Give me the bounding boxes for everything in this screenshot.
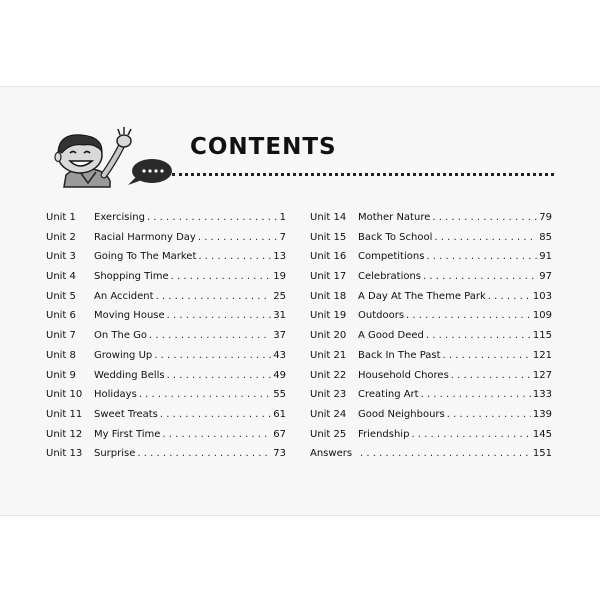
toc-dot-leader — [423, 267, 537, 287]
toc-dot-leader — [156, 287, 272, 307]
toc-page-number: 85 — [539, 231, 552, 243]
toc-entry — [46, 228, 286, 248]
toc-entry-title: Going To The Market — [94, 251, 197, 263]
toc-unit-label: Unit 6 — [46, 310, 76, 322]
toc-entry-title: My First Time — [94, 428, 161, 440]
toc-page-number: 7 — [279, 231, 286, 243]
toc-entry — [310, 405, 552, 425]
toc-entry — [46, 425, 286, 445]
toc-dot-leader — [198, 228, 278, 248]
toc-entry-title: Surprise — [94, 448, 136, 460]
toc-page-number: 79 — [539, 212, 552, 223]
toc-entry — [310, 247, 552, 267]
toc-unit-label: Unit 22 — [310, 369, 347, 381]
toc-unit-label: Unit 2 — [46, 231, 76, 243]
toc-entry-title: Back To School — [358, 231, 433, 243]
toc-entry — [310, 346, 552, 366]
toc-unit-label: Unit 17 — [310, 271, 347, 283]
toc-page-number: 49 — [273, 369, 286, 381]
toc-unit-label: Unit 7 — [46, 330, 76, 342]
toc-unit-label: Unit 8 — [46, 349, 76, 361]
toc-page-number: 151 — [532, 448, 552, 460]
toc-entry — [310, 306, 552, 326]
toc-unit-label: Unit 1 — [46, 212, 76, 223]
waving-boy-mascot-icon — [44, 125, 174, 191]
toc-dot-leader — [139, 385, 271, 405]
toc-right-column — [310, 208, 552, 464]
toc-entry-title: Creating Art — [358, 389, 419, 401]
toc-dot-leader — [488, 287, 531, 307]
toc-entry-title: On The Go — [94, 330, 148, 342]
toc-entry — [310, 267, 552, 287]
toc-unit-label: Answers — [310, 448, 353, 460]
toc-page-number: 103 — [532, 290, 552, 302]
toc-dot-leader — [147, 208, 278, 228]
toc-entry-title: Good Neighbours — [358, 408, 445, 420]
toc-unit-label: Unit 19 — [310, 310, 347, 322]
toc-dot-leader — [160, 405, 271, 425]
toc-entry-title: Exercising — [94, 212, 145, 223]
toc-entry-title: Moving House — [94, 310, 165, 322]
toc-entry-title: A Day At The Theme Park — [358, 290, 486, 302]
toc-entry-title: Wedding Bells — [94, 369, 165, 381]
toc-page-number: 25 — [273, 290, 286, 302]
toc-entry — [46, 346, 286, 366]
toc-dot-leader — [162, 425, 271, 445]
toc-left-column — [46, 208, 286, 464]
toc-entry — [46, 366, 286, 386]
toc-dot-leader — [426, 247, 537, 267]
toc-entry-title: Sweet Treats — [94, 408, 158, 420]
toc-entry-title: Household Chores — [358, 369, 449, 381]
toc-unit-label: Unit 3 — [46, 251, 76, 263]
toc-dot-leader — [411, 425, 530, 445]
toc-dot-leader — [137, 444, 271, 464]
toc-entry — [46, 306, 286, 326]
toc-unit-label: Unit 4 — [46, 271, 76, 283]
toc-entry — [310, 444, 552, 464]
toc-dot-leader — [426, 326, 531, 346]
toc-entry-title: A Good Deed — [358, 330, 424, 342]
toc-unit-label: Unit 5 — [46, 290, 76, 302]
page-title: CONTENTS — [190, 134, 337, 160]
toc-entry-title: Back In The Past — [358, 349, 441, 361]
toc-dot-leader — [149, 326, 271, 346]
toc-dot-leader — [360, 444, 531, 464]
toc-entry — [310, 287, 552, 307]
toc-page-number: 121 — [532, 349, 552, 361]
toc-unit-label: Unit 9 — [46, 369, 76, 381]
toc-page-number: 1 — [279, 212, 286, 223]
toc-unit-label: Unit 25 — [310, 428, 347, 440]
toc-dot-leader — [447, 405, 531, 425]
toc-unit-label: Unit 10 — [46, 389, 83, 401]
toc-dot-leader — [154, 346, 271, 366]
toc-entry-title: Growing Up — [94, 349, 153, 361]
toc-page-number: 109 — [532, 310, 552, 322]
toc-entry — [46, 287, 286, 307]
toc-page-number: 115 — [532, 330, 552, 342]
toc-entry — [46, 405, 286, 425]
toc-unit-label: Unit 14 — [310, 212, 347, 223]
toc-dot-leader — [167, 306, 272, 326]
toc-page-number: 19 — [273, 271, 286, 283]
toc-entry-title: Racial Harmony Day — [94, 231, 196, 243]
toc-unit-label: Unit 21 — [310, 349, 347, 361]
toc-page-number: 97 — [539, 271, 552, 283]
toc-dot-leader — [406, 306, 531, 326]
toc-page-number: 55 — [273, 389, 286, 401]
toc-unit-label: Unit 15 — [310, 231, 347, 243]
toc-entry-title: Mother Nature — [358, 212, 431, 223]
toc-entry-title: Competitions — [358, 251, 425, 263]
toc-dot-leader — [167, 366, 272, 386]
toc-entry — [310, 425, 552, 445]
toc-page-number: 91 — [539, 251, 552, 263]
toc-page-number: 139 — [532, 408, 552, 420]
toc-entry — [310, 228, 552, 248]
toc-page-number: 37 — [273, 330, 286, 342]
toc-dot-leader — [171, 267, 272, 287]
toc-page-number: 13 — [273, 251, 286, 263]
toc-dot-leader — [421, 385, 531, 405]
toc-dot-leader — [443, 346, 531, 366]
toc-page-number: 145 — [532, 428, 552, 440]
toc-entry — [310, 208, 552, 228]
toc-entry — [310, 385, 552, 405]
toc-entry — [46, 444, 286, 464]
toc-entry — [310, 326, 552, 346]
toc-entry-title: Holidays — [94, 389, 137, 401]
toc-unit-label: Unit 16 — [310, 251, 347, 263]
toc-unit-label: Unit 23 — [310, 389, 347, 401]
toc-page-number: 67 — [273, 428, 286, 440]
toc-unit-label: Unit 13 — [46, 448, 83, 460]
toc-dot-leader — [198, 247, 271, 267]
toc-entry — [310, 366, 552, 386]
toc-entry-title: Outdoors — [358, 310, 405, 322]
toc-unit-label: Unit 24 — [310, 408, 347, 420]
toc-unit-label: Unit 11 — [46, 408, 83, 420]
toc-page-number: 127 — [532, 369, 552, 381]
toc-dot-leader — [451, 366, 531, 386]
toc-entry-title: Shopping Time — [94, 271, 169, 283]
toc-page-number: 73 — [273, 448, 286, 460]
toc-page-number: 31 — [273, 310, 286, 322]
toc-page-number: 43 — [273, 349, 286, 361]
toc-unit-label: Unit 20 — [310, 330, 347, 342]
toc-unit-label: Unit 12 — [46, 428, 83, 440]
toc-entry — [46, 326, 286, 346]
toc-entry — [46, 247, 286, 267]
toc-entry — [46, 208, 286, 228]
toc-entry-title: Friendship — [358, 428, 410, 440]
toc-unit-label: Unit 18 — [310, 290, 347, 302]
toc-dot-leader — [434, 228, 537, 248]
toc-entry-title: Celebrations — [358, 271, 422, 283]
toc-page-number: 61 — [273, 408, 286, 420]
toc-entry-title: An Accident — [94, 290, 154, 302]
toc-entry — [46, 385, 286, 405]
title-dotted-divider — [172, 173, 554, 176]
toc-dot-leader — [432, 208, 537, 228]
toc-page-number: 133 — [532, 389, 552, 401]
toc-entry — [46, 267, 286, 287]
